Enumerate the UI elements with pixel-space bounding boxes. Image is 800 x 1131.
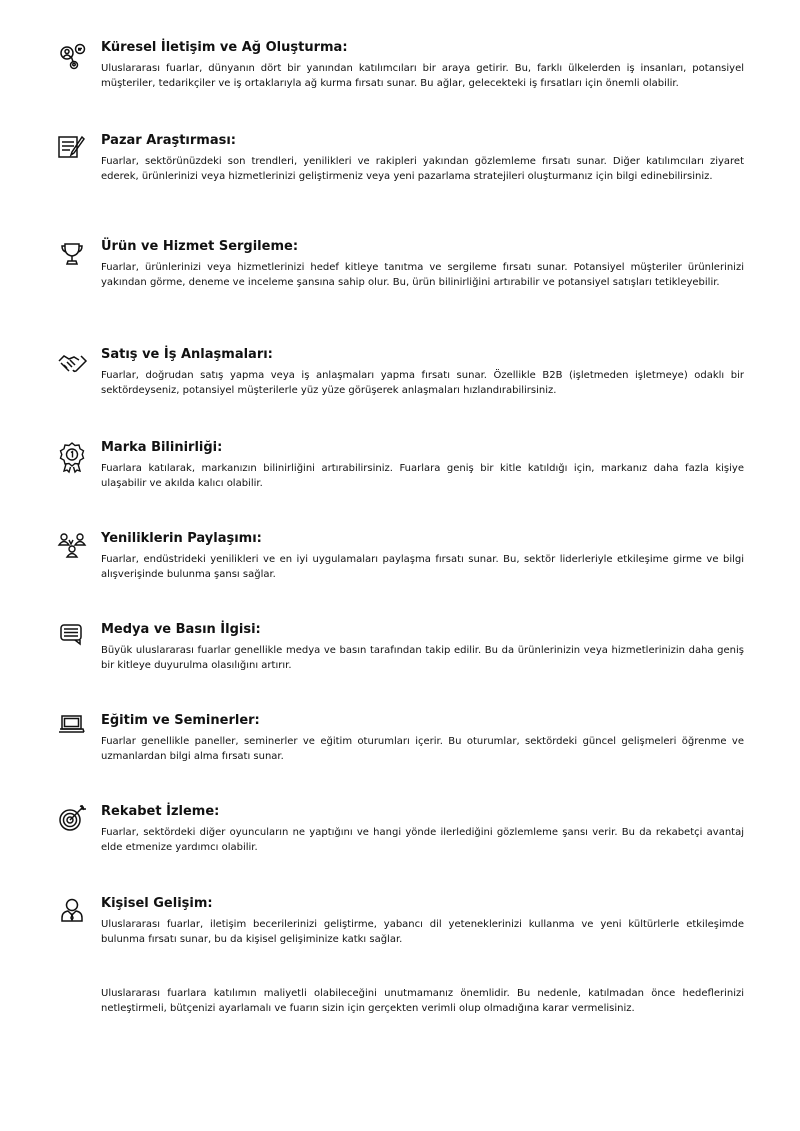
trophy-icon xyxy=(56,239,90,273)
section-body: Fuarlar, endüstrideki yenilikleri ve en iyi uygulamaları paylaşma fırsatı sunar. Bu, sektör liderleriyle etkileşime girme ve bilgi alışverişinde bulunma şansı sağlar. xyxy=(101,554,744,581)
section-body: Fuarlar, sektörünüzdeki son trendleri, yenilikleri ve rakipleri yakından gözlemleme fırsatı sunar. Diğer katılımcıları ziyaret ederek, ürünlerinizi veya hizmetlerinizi geliştirmeniz veya yeni pazarlama stratejileri oluşturmanız için bilgi edinebilirsiniz. xyxy=(101,156,744,183)
speech-bubble-icon xyxy=(56,622,90,656)
section-title: Marka Bilinirliği: xyxy=(101,440,223,455)
section-body: Fuarlar, sektördeki diğer oyuncuların ne yaptığını ve hangi yönde ilerlediğini gözlemleme şansı verir. Bu da rekabetçi avantaj elde etmenize yardımcı olabilir. xyxy=(101,827,744,854)
section-title: Satış ve İş Anlaşmaları: xyxy=(101,347,273,362)
handshake-icon xyxy=(56,347,90,381)
section-title: Kişisel Gelişim: xyxy=(101,896,213,911)
section-body: Fuarlar, ürünlerinizi veya hizmetlerinizi hedef kitleye tanıtma ve sergileme fırsatı sunar. Potansiyel müşteriler ürünlerinizi yakından görme, deneme ve inceleme şansına sahip olur. Bu, ürün bilinirliğini artırabilir ve potansiyel satışları tetikleyebilir. xyxy=(101,262,744,289)
section-body: Uluslararası fuarlar, iletişim becerilerinizi geliştirme, yabancı dil yeteneklerinizi kullanma ve yeni kültürlerle etkileşimde bulunma fırsatı sunar, bu da kişisel gelişiminize katkı sağlar. xyxy=(101,919,744,946)
section-title: Eğitim ve Seminerler: xyxy=(101,713,260,728)
closing-paragraph: Uluslararası fuarlara katılımın maliyetli olabileceğini unutmamanız önemlidir. Bu nedenle, katılmadan önce hedeflerinizi netleştirmeli, bütçenizi ayarlamalı ve fuarın sizin için gerçekten verimli olup olmadığına karar vermelisiniz. xyxy=(101,988,744,1015)
laptop-icon xyxy=(56,713,90,747)
award-badge-icon xyxy=(56,440,90,474)
section-body: Büyük uluslararası fuarlar genellikle medya ve basın tarafından takip edilir. Bu da ürünlerinizin veya hizmetlerinizin daha geniş bir kitleye duyurulma olasılığını artırır. xyxy=(101,645,744,672)
section-title: Küresel İletişim ve Ağ Oluşturma: xyxy=(101,40,348,55)
section-title: Pazar Araştırması: xyxy=(101,133,237,148)
section-body: Fuarlar genellikle paneller, seminerler ve eğitim oturumları içerir. Bu oturumlar, sektördeki güncel gelişmeleri öğrenme ve uzmanlardan bilgi alma fırsatı sunar. xyxy=(101,736,744,763)
section-title: Medya ve Basın İlgisi: xyxy=(101,622,261,637)
section-title: Yeniliklerin Paylaşımı: xyxy=(101,531,262,546)
target-dart-icon xyxy=(56,804,90,838)
section-title: Ürün ve Hizmet Sergileme: xyxy=(101,239,299,254)
section-body: Fuarlara katılarak, markanızın bilinirliğini artırabilirsiniz. Fuarlara geniş bir kitle katıldığı için, markanız daha fazla kişiye ulaşabilir ve akılda kalıcı olabilir. xyxy=(101,463,744,490)
group-sharing-icon xyxy=(56,531,90,565)
network-people-icon xyxy=(56,40,90,74)
research-notepad-icon xyxy=(56,133,90,167)
section-title: Rekabet İzleme: xyxy=(101,804,220,819)
section-body: Uluslararası fuarlar, dünyanın dört bir yanından katılımcıları bir araya getirir. Bu, farklı ülkelerden iş insanları, potansiyel müşteriler, tedarikçiler ve iş ortaklarıyla ağ kurma fırsatı sunar. Bu ağlar, gelecekteki iş fırsatları için önemli olabilir. xyxy=(101,63,744,90)
person-icon xyxy=(56,896,90,930)
section-body: Fuarlar, doğrudan satış yapma veya iş anlaşmaları yapma fırsatı sunar. Özellikle B2B (işletmeden işletmeye) odaklı bir sektördeyseniz, potansiyel müşterilerle yüz yüze görüşerek anlaşmaları hızlandırabilirsiniz. xyxy=(101,370,744,397)
